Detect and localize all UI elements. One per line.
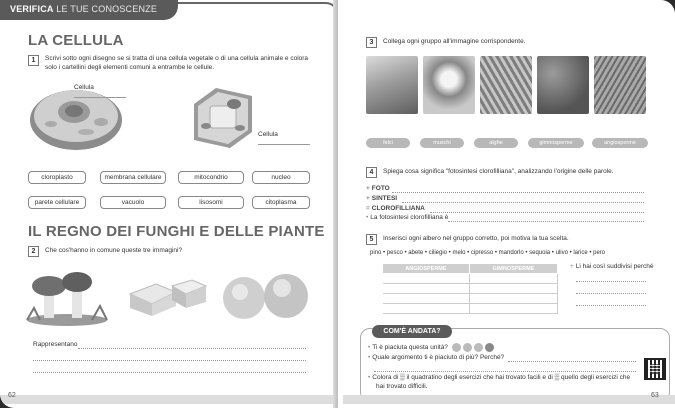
- self-q2: • Quale argomento ti è piaciuto di più? Perché?: [368, 354, 505, 361]
- word-sintesi-text: SINTESI: [371, 195, 398, 202]
- section-title-fungi-plants: IL REGNO DEI FUNGHI E DELLE PIANTE: [28, 223, 325, 240]
- word-foto-line[interactable]: [392, 192, 644, 193]
- table-cell[interactable]: [383, 294, 470, 304]
- word-clorofilliana-text: CLOROFILLIANA: [371, 205, 425, 212]
- conclusion: • La fotosintesi clorofilliana è: [366, 214, 449, 221]
- cell-a-answer-line[interactable]: [74, 97, 126, 98]
- group-gimnosperme[interactable]: gimnosperme: [528, 138, 584, 148]
- header-tab: [0, 0, 178, 20]
- self-q1-text: Ti è piaciuta questa unità?: [372, 344, 448, 352]
- pill-parete-cellulare[interactable]: parete cellulare: [28, 196, 86, 209]
- self-q2-line-2[interactable]: [374, 371, 636, 372]
- exercise-2-answer-line-1[interactable]: [78, 348, 306, 349]
- self-q3-text-1: Colora di ▒ il quadratino degli esercizi che hai trovato facili e di ▒ quello degli esercizi che: [372, 374, 631, 381]
- self-q2-text: Quale argomento ti è piaciuto di più? Perché?: [372, 354, 505, 361]
- photo-flower: [423, 56, 475, 114]
- classification-reason: + Li hai così suddivisi perché: [570, 263, 654, 270]
- exercise-2-answer-label: Rappresentano: [33, 341, 78, 348]
- table-cell[interactable]: [383, 304, 470, 314]
- photo-conifer: [594, 56, 646, 114]
- photo-moss: [537, 56, 589, 114]
- exercise-5-number: 5: [366, 234, 377, 245]
- face-meh-icon[interactable]: [474, 343, 483, 352]
- exercise-2-text: Che cos'hanno in comune queste tre immagini?: [45, 247, 183, 254]
- word-foto-text: FOTO: [371, 185, 390, 192]
- face-neutral-icon[interactable]: [463, 343, 472, 352]
- col-angiosperme: ANGIOSPERME: [383, 264, 470, 274]
- exercise-4-text: Spiega cosa significa "fotosintesi clorofilliana", analizzando l'origine delle parole.: [383, 168, 614, 175]
- word-sintesi-line[interactable]: [402, 202, 644, 203]
- self-assessment-title: COM'È ANDATA?: [372, 325, 452, 338]
- col-gimnosperme: GIMNOSPERME: [469, 264, 557, 274]
- right-page-number: 63: [651, 392, 659, 399]
- pill-membrana-cellulare[interactable]: membrana cellulare: [100, 171, 166, 184]
- photo-algae: [366, 56, 418, 114]
- tree-list: pino • pesco • abete • ciliegio • melo • cipresso • mandorlo • sequoia • ulivo • larice • pero: [370, 250, 606, 256]
- group-alghe[interactable]: alghe: [474, 138, 518, 148]
- classification-reason-text: Li hai così suddivisi perché: [575, 263, 654, 270]
- exercise-5-text: Inserisci ogni albero nel gruppo corretto, poi motiva la tua scelta.: [383, 235, 569, 242]
- cell-b-answer-line[interactable]: [258, 144, 310, 145]
- left-footer-bar: [0, 395, 333, 404]
- pill-cloroplasto[interactable]: cloroplasto: [28, 171, 86, 184]
- animal-cell-illustration: [26, 82, 126, 154]
- pill-nucleo[interactable]: nucleo: [252, 171, 310, 184]
- word-clorofilliana: = CLOROFILLIANA: [366, 205, 425, 212]
- exercise-2-number: 2: [28, 246, 39, 257]
- face-happy-icon[interactable]: [452, 343, 461, 352]
- exercise-1-number: 1: [28, 55, 39, 66]
- conclusion-line[interactable]: [448, 221, 644, 222]
- header-tab-rest: LE TUE CONOSCENZE: [53, 4, 158, 14]
- left-page: [0, 0, 337, 408]
- table-cell[interactable]: [469, 284, 557, 294]
- exercise-1-text: [45, 55, 330, 72]
- self-q3-text-2: hai trovato difficili.: [376, 382, 428, 390]
- table-cell[interactable]: [469, 294, 557, 304]
- mushrooms-image: [22, 268, 112, 326]
- yeast-image: [126, 272, 210, 320]
- word-clorofilliana-line[interactable]: [430, 212, 644, 213]
- right-footer-bar: [343, 395, 675, 404]
- tree-classification-table: [382, 263, 558, 314]
- cell-a-label: Cellula: [74, 84, 94, 91]
- plant-cell-illustration: [186, 82, 260, 152]
- exercise-2-answer-line-3[interactable]: [33, 372, 306, 373]
- conclusion-text: La fotosintesi clorofilliana è: [370, 214, 449, 221]
- table-cell[interactable]: [469, 274, 557, 284]
- self-q2-line[interactable]: [508, 361, 636, 362]
- self-q1: • Ti è piaciuta questa unità?: [368, 343, 494, 353]
- header-tab-main: VERIFICA: [10, 4, 54, 14]
- group-felci[interactable]: felci: [366, 138, 410, 148]
- reason-line-2[interactable]: [576, 293, 646, 294]
- reason-line-1[interactable]: [576, 281, 646, 282]
- left-page-number: 62: [8, 392, 16, 399]
- exercise-1-text-line1: Scrivi sotto ogni disegno se si tratta di una cellula vegetale o di una cellula animale e colora: [45, 55, 309, 62]
- exercise-3-text: Collega ogni gruppo all'immagine corrispondente.: [383, 38, 526, 45]
- header-decoration: [178, 2, 337, 14]
- table-cell[interactable]: [383, 274, 470, 284]
- pill-mitocondrio[interactable]: mitocondrio: [178, 171, 244, 184]
- qr-code-icon[interactable]: [644, 358, 666, 380]
- table-cell[interactable]: [383, 284, 470, 294]
- group-angiosperme[interactable]: angiosperme: [592, 138, 648, 148]
- cell-b-label: Cellula: [258, 131, 278, 138]
- pill-citoplasma[interactable]: citoplasma: [252, 196, 310, 209]
- exercise-4-number: 4: [366, 167, 377, 178]
- face-sad-icon[interactable]: [485, 343, 494, 352]
- exercise-1-text-line2: solo i cartellini degli elementi comuni a entrambe le cellule.: [45, 63, 215, 71]
- group-muschi[interactable]: muschi: [420, 138, 464, 148]
- reason-line-3[interactable]: [576, 305, 646, 306]
- exercise-3-number: 3: [366, 37, 377, 48]
- table-cell[interactable]: [469, 304, 557, 314]
- photo-fern: [480, 56, 532, 114]
- pill-vacuolo[interactable]: vacuolo: [100, 196, 166, 209]
- exercise-2-answer-line-2[interactable]: [33, 360, 306, 361]
- section-title-cell: LA CELLULA: [28, 32, 124, 49]
- self-q3: • Colora di ▒ il quadratino degli esercizi che hai trovato facili e di ▒ quello degli esercizi che hai trovato difficili.: [368, 374, 638, 391]
- pill-lisosomi[interactable]: lisosomi: [178, 196, 244, 209]
- word-sintesi: + SINTESI: [366, 195, 398, 202]
- word-foto: + FOTO: [366, 185, 390, 192]
- mouldy-fruit-image: [220, 270, 312, 322]
